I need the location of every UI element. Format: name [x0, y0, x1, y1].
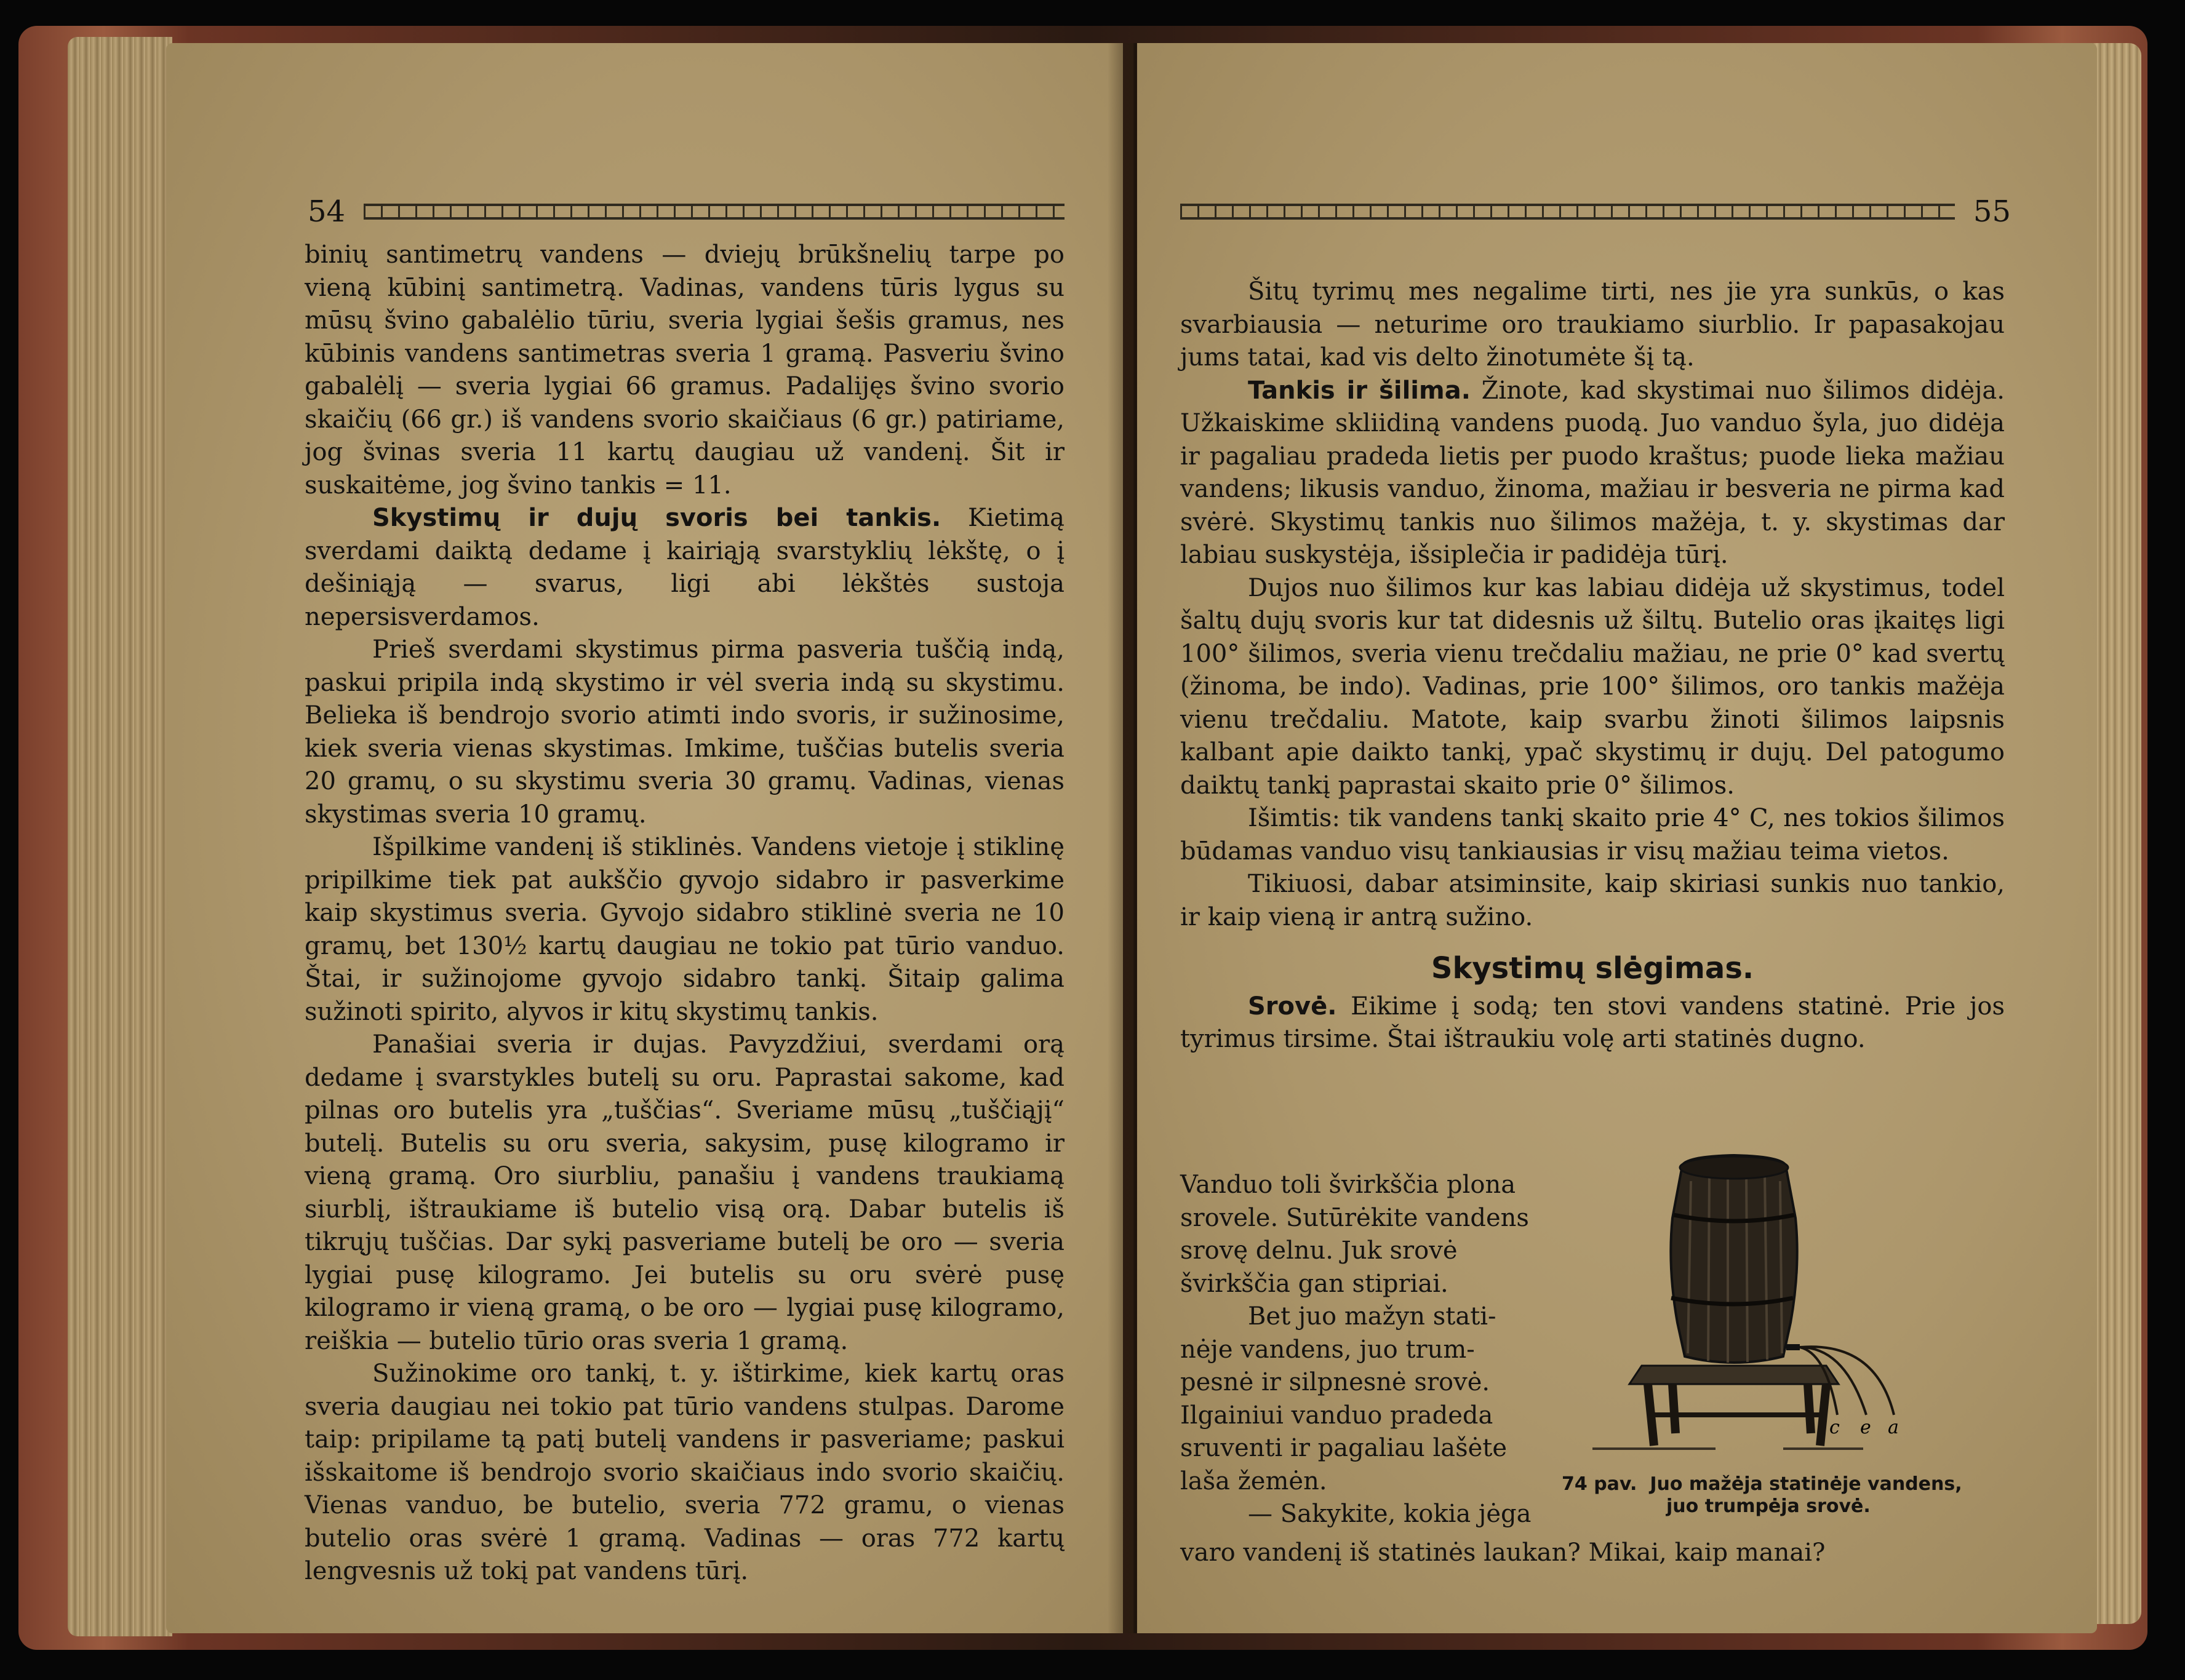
paragraph: Panašiai sveria ir dujas. Pavyzdžiui, sverdami orą dedame į svarstykles butelį su oru. Paprastai sakome, kad pilnas oro butelis yra „tuščias“. Sveriame mūsų „tuščiąjį“ butelį. Butelis su oru sveria, sakysim, pusę kilogramo ir vieną gramą. Oro siurbliu, panašiu į vandens traukiamą siurblį, ištraukiame iš butelio visą orą. Dabar butelis iš tikrųjų tuščias. Dar sykį pasveriame butelį be oro — sveria lygiai pusę kilogramo. Jei butelis su oru svėrė pusę kilogramo ir vieną gramą, o be oro — lygiai pusę kilogramo, reiškia — butelio tūrio oras sveria 1 gramą. [305, 1030, 1065, 1355]
caption-line: juo trumpėja srovė. [1666, 1495, 1871, 1517]
figure-caption [1562, 1473, 2017, 1518]
text-line: laša žemėn. [1180, 1467, 1327, 1495]
text-line: Bet juo mažyn stati- [1248, 1302, 1496, 1331]
text-line: varo vandenį iš statinės laukan? Mikai, kaip manai? [1180, 1539, 1826, 1567]
text-line: Vanduo toli švirkščia plona [1180, 1171, 1516, 1199]
left-page-text [305, 239, 1065, 1588]
paragraph [305, 502, 1065, 634]
right-page [1137, 43, 2097, 1633]
page-number: 54 [308, 194, 346, 229]
barrel-illustration [1568, 1144, 1912, 1464]
text-line: pesnė ir silpnesnė srovė. [1180, 1368, 1490, 1396]
caption-line: Juo mažėja statinėje vandens, [1650, 1473, 1962, 1495]
page-number: 55 [1973, 194, 2011, 229]
header-ornament [1180, 204, 1955, 220]
left-page [166, 43, 1123, 1633]
paragraph: Sužinokime oro tankį, t. y. ištirkime, kiek kartų oras sveria daugiau nei tokio pat tūrio vandens stulpas. Darome taip: pripilame tą patį butelį vandens ir pasveriame; paskui išskaitome iš bendrojo svorio skaičiaus indo svorio skaičių. Vienas vanduo, be butelio, sveria 772 gramu, o vienas butelio oras svėrė 1 gramą. Vadinas — oras 772 kartų lengvesnis už tokį pat vandens tūrį. [305, 1360, 1065, 1585]
section-text: Eikime į sodą; ten stovi vandens statinė. Prie jos tyrimus tirsime. Štai ištraukiu volę arti statinės dugno. [1180, 992, 2005, 1053]
section-heading: Skystimų slėgimas. [1431, 951, 1754, 985]
text-line: srovele. Sutūrėkite vandens [1180, 1203, 1529, 1232]
paragraph: Išpilkime vandenį iš stiklinės. Vandens vietoje į stiklinę pripilkime tiek pat aukščio gyvojo sidabro ir pasverkime kaip skystimus sveria. Gyvojo sidabro stiklinė sveria ne 10 gramų, bet 130½ kartų daugiau ne tokio pat tūrio vanduo. Štai, ir sužinojome gyvojo sidabro tankį. Šitaip galima sužinoti spirito, alyvos ir kitų skystimų tankis. [305, 833, 1065, 1026]
section-title: Srovė. [1248, 992, 1337, 1021]
paragraph [1180, 375, 2005, 572]
label-c: c [1829, 1417, 1840, 1438]
label-e: e [1860, 1417, 1871, 1438]
page-edges-left [68, 37, 172, 1636]
text-line: Ilgainiui vanduo pradeda [1180, 1401, 1493, 1430]
figure-number: 74 pav. [1562, 1473, 1637, 1495]
text-line: srovę delnu. Juk srovė [1180, 1236, 1458, 1265]
header-ornament [364, 204, 1065, 220]
barrel-icon [1671, 1155, 1800, 1363]
paragraph [1180, 990, 2005, 1056]
text-line: švirkščia gan stipriai. [1180, 1269, 1448, 1298]
section-title: Tankis ir šilima. [1248, 376, 1471, 405]
right-page-header [1180, 194, 2011, 229]
section-text: Kietimą sverdami daiktą dedame į kairiąją svarstyklių lėkštę, o į dešiniąją — svarus, ligi abi lėkštės sustoja nepersisverdamos. [305, 504, 1065, 631]
left-page-header [308, 194, 1065, 229]
text-line: — Sakykite, kokia jėga [1248, 1500, 1532, 1528]
section-title: Skystimų ir dujų svoris bei tankis. [372, 504, 941, 532]
text-line: nėje vandens, juo trum- [1180, 1335, 1475, 1364]
paragraph: Išimtis: tik vandens tankį skaito prie 4° C, nes tokios šilimos būdamas vanduo visų tankiausias ir visų mažiau teima vietos. [1180, 804, 2005, 866]
text-line: sruventi ir pagaliau lašėte [1180, 1434, 1508, 1462]
paragraph: Prieš sverdami skystimus pirma pasveria tuščią indą, paskui pripila indą skystimo ir vėl sveria indą su skystimu. Belieka iš bendrojo svorio atimti indo svoris, ir sužinosime, kiek sveria vienas skystimas. Imkime, tuščias butelis sveria 20 gramų, o su skystimu sveria 30 gramų. Vadinas, vienas skystimas sveria 10 gramų. [305, 635, 1065, 829]
stool-icon [1592, 1366, 1863, 1449]
paragraph: Dujos nuo šilimos kur kas labiau didėja už skystimus, todel šaltų dujų svoris kur tat didesnis už šiltų. Butelio oras įkaitęs ligi 100° šilimos, sveria vienu trečdaliu mažiau, ne prie 0° kad svertų (žinoma, be indo). Vadinas, prie 100° šilimos, oro tankis mažėja vienu trečdaliu. Matote, kaip svarbu žinoti šilimos laipsnis kalbant apie daikto tankį, ypač skystimų ir dujų. Del patogumo daiktų tankį paprastai skaito prie 0° šilimos. [1180, 573, 2005, 800]
label-a: a [1888, 1417, 1899, 1438]
wrapped-text [1180, 1169, 1574, 1531]
right-page-text [1180, 276, 2005, 1056]
section-text: Žinote, kad skystimai nuo šilimos didėja. Užkaiskime skliidiną vandens puodą. Juo vanduo šyla, juo didėja ir pagaliau pradeda lietis per puodo kraštus; puode lieka mažiau vandens; likusis vanduo, žinoma, mažiau ir besveria ne pirma kad svėrė. Skystimų tankis nuo šilimos mažėja, t. y. skystimas dar labiau suskystėja, išsiplečia ir padidėja tūrį. [1180, 376, 2005, 569]
paragraph: binių santimetrų vandens — dviejų brūkšnelių tarpe po vieną kūbinį santimetrą. Vadinas, vandens tūris lygus su mūsų švino gabalėlio tūriu, sveria lygiai šešis gramus, nes kūbinis vandens santimetras sveria 1 gramą. Pasveriu švino gabalėlį — sveria lygiai 66 gramus. Padalijęs švino svorio skaičių (66 gr.) iš vandens svorio skaičiaus (6 gr.) patiriame, jog švinas sveria 11 kartų daugiau už vandenį. Šit ir suskaitėme, jog švino tankis = 11. [305, 241, 1065, 500]
paragraph: Tikiuosi, dabar atsiminsite, kaip skiriasi sunkis nuo tankio, ir kaip vieną ir antrą sužino. [1180, 870, 2005, 931]
paragraph: Šitų tyrimų mes negalime tirti, nes jie yra sunkūs, o kas svarbiausia — neturime oro traukiamo siurblio. Ir papasakojau jums tatai, kad vis delto žinotumėte šį tą. [1180, 277, 2005, 372]
